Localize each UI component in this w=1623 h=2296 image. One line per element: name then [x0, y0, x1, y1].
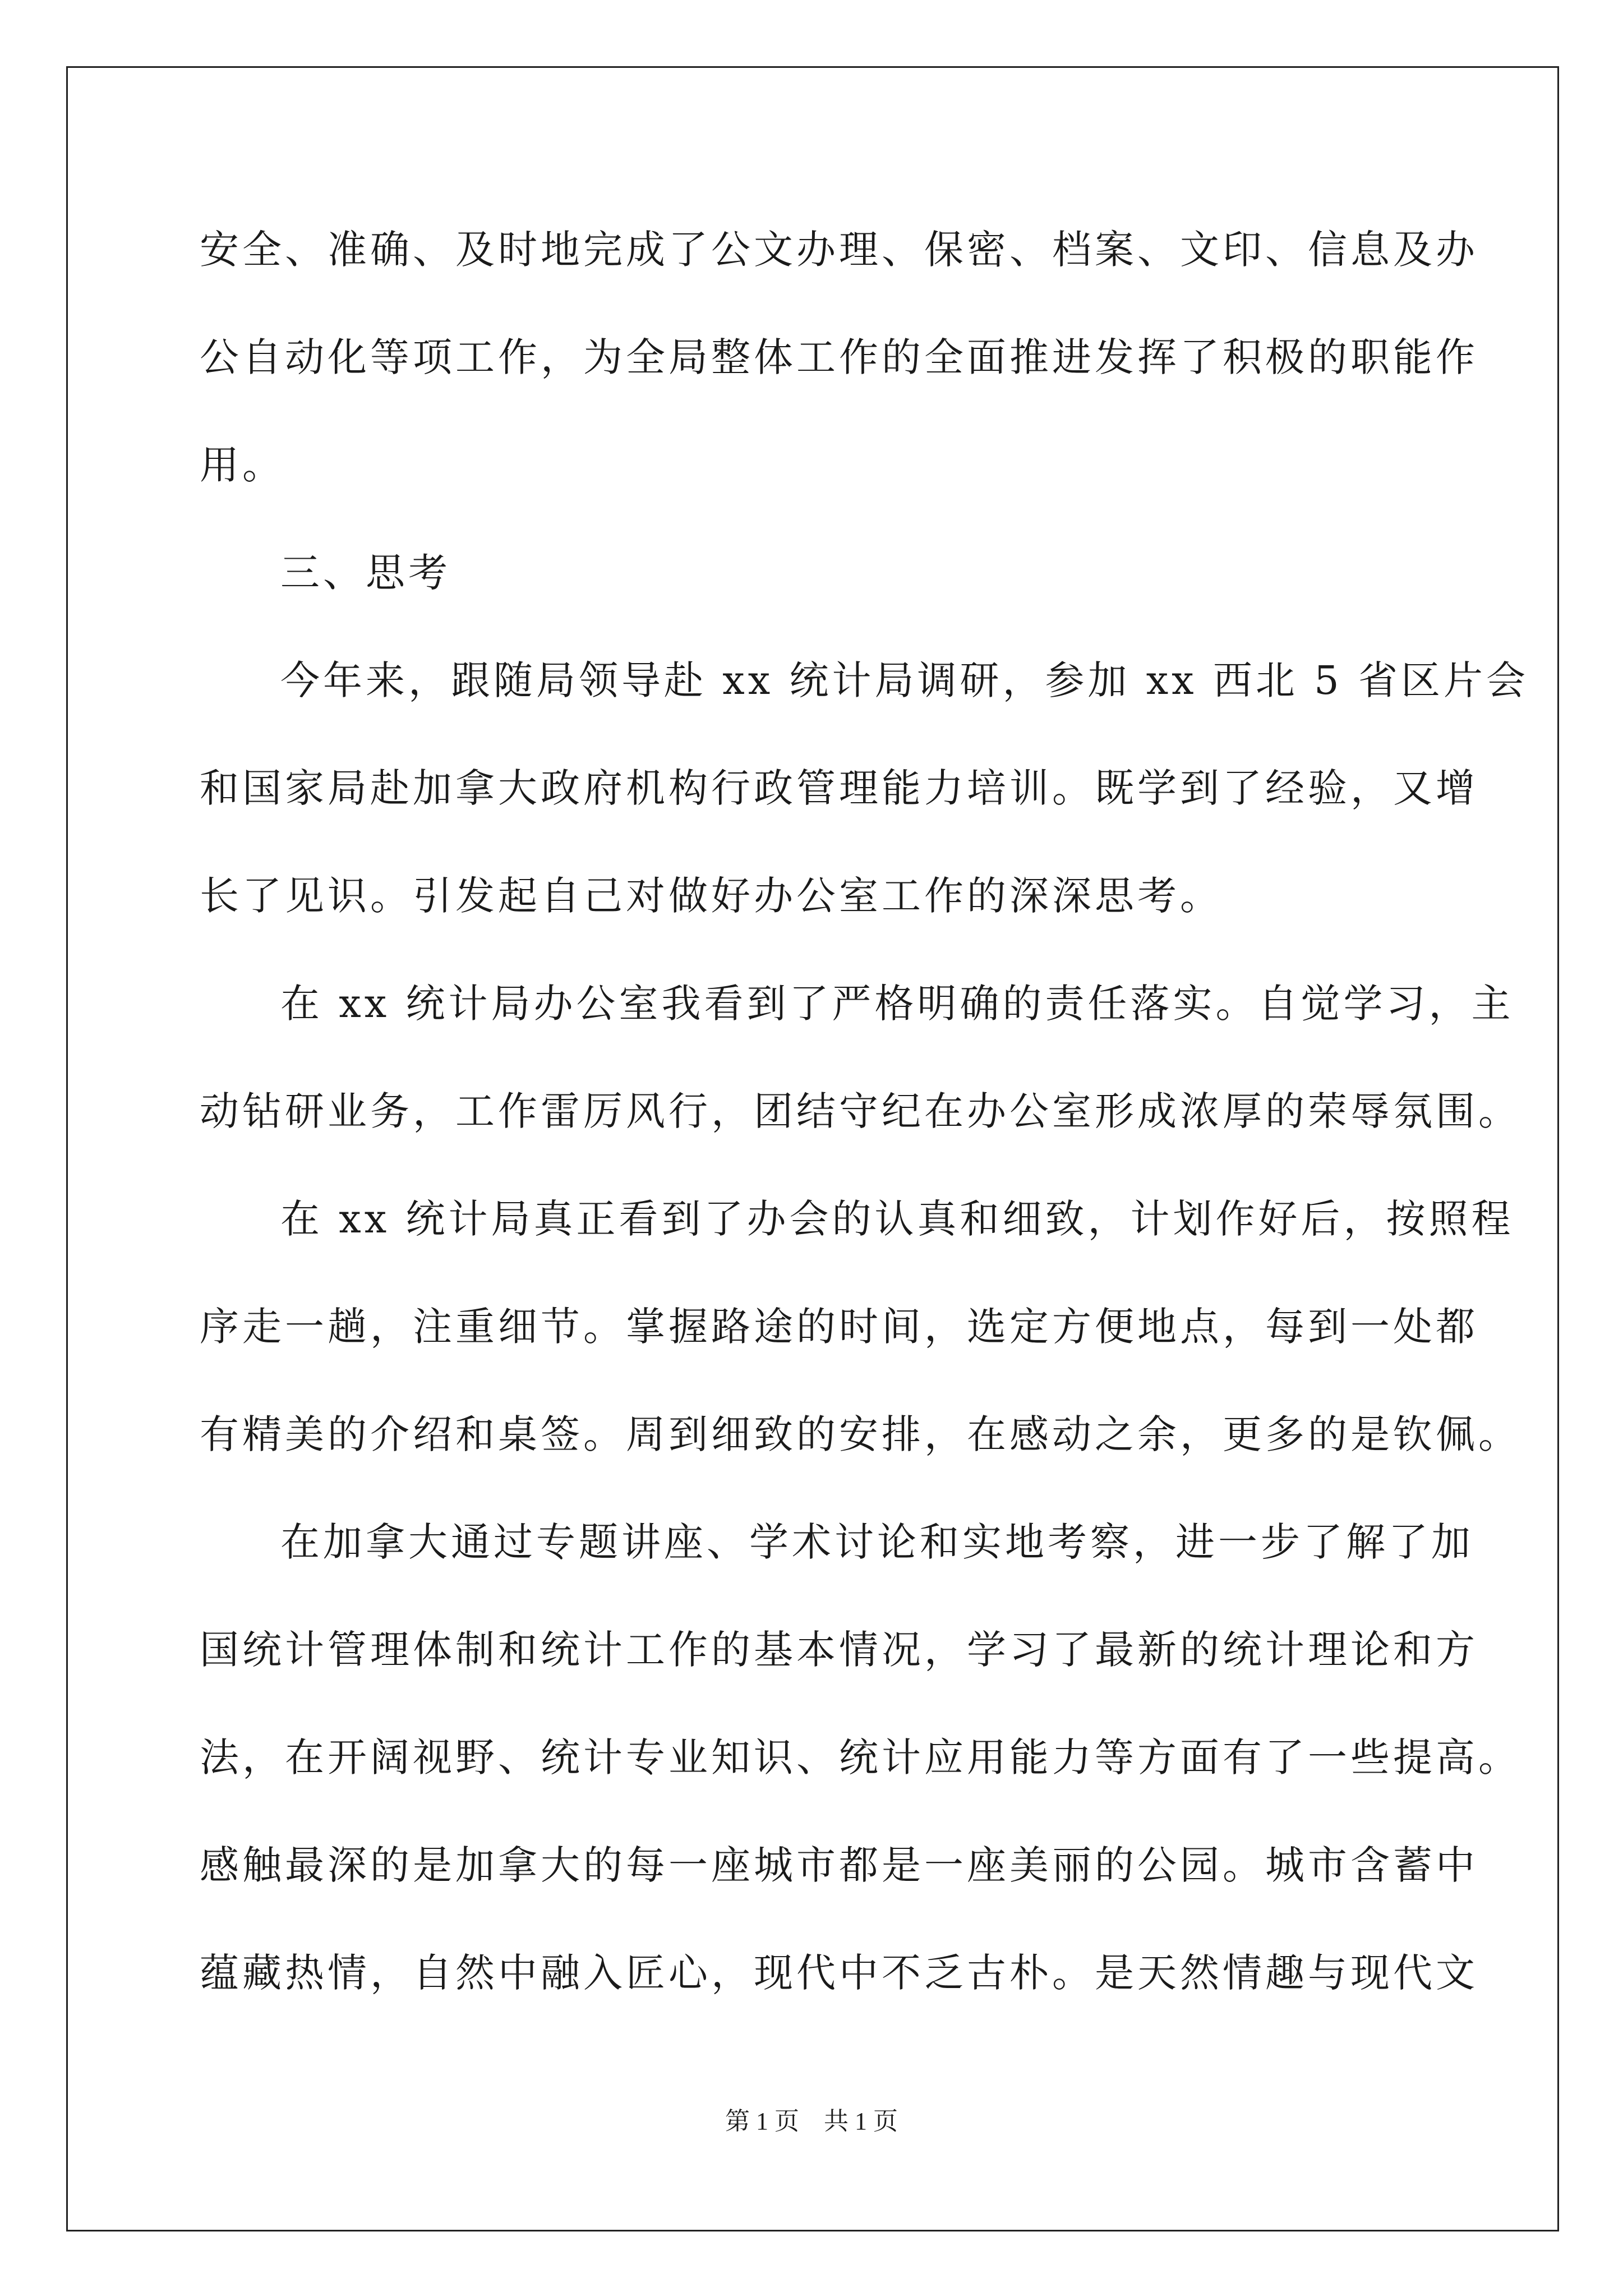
text-line: 长了见识。引发起自己对做好办公室工作的深深思考。 [200, 873, 1223, 919]
text-line: 在加拿大通过专题讲座、学术讨论和实地考察，进一步了解了加 [280, 1519, 1474, 1565]
text-line: 序走一趟，注重细节。掌握路途的时间，选定方便地点，每到一处都 [200, 1304, 1478, 1350]
page-footer [0, 2105, 1623, 2138]
text-line: 国统计管理体制和统计工作的基本情况，学习了最新的统计理论和方 [200, 1627, 1478, 1673]
text-line: 蕴藏热情，自然中融入匠心，现代中不乏古朴。是天然情趣与现代文 [200, 1950, 1478, 1996]
text-line: 在 xx 统计局办公室我看到了严格明确的责任落实。自觉学习，主 [280, 981, 1514, 1027]
document-body [200, 216, 1529, 2047]
section-heading: 三、思考 [280, 550, 451, 596]
text-line: 公自动化等项工作，为全局整体工作的全面推进发挥了积极的职能作 [200, 334, 1478, 380]
text-line: 安全、准确、及时地完成了公文办理、保密、档案、文印、信息及办 [200, 227, 1478, 273]
text-line: 在 xx 统计局真正看到了办会的认真和细致，计划作好后，按照程 [280, 1196, 1514, 1242]
text-line: 法，在开阔视野、统计专业知识、统计应用能力等方面有了一些提高。 [200, 1734, 1521, 1780]
text-line: 和国家局赴加拿大政府机构行政管理能力培训。既学到了经验，又增 [200, 765, 1478, 811]
text-line: 用。 [200, 442, 285, 488]
text-line: 有精美的介绍和桌签。周到细致的安排，在感动之余，更多的是钦佩。 [200, 1411, 1521, 1457]
page-number-label: 第 1 页 共 1 页 [725, 2108, 898, 2135]
text-line: 感触最深的是加拿大的每一座城市都是一座美丽的公园。城市含蓄中 [200, 1842, 1478, 1888]
text-line: 今年来，跟随局领导赴 xx 统计局调研，参加 xx 西北 5 省区片会 [280, 657, 1529, 703]
text-line: 动钻研业务，工作雷厉风行，团结守纪在办公室形成浓厚的荣辱氛围。 [200, 1088, 1521, 1134]
